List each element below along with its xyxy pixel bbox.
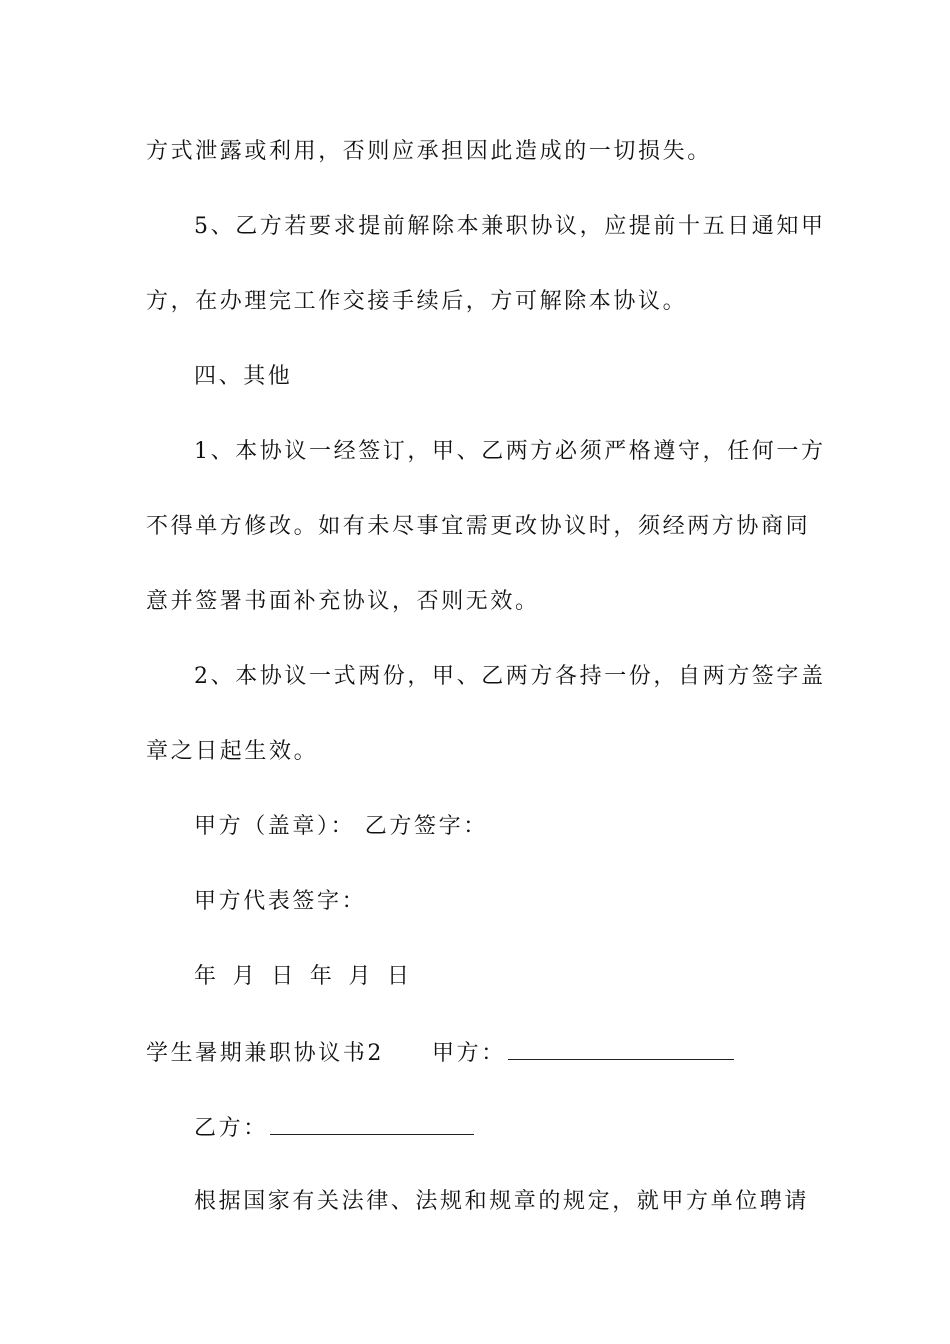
party-b-label: 乙方： bbox=[194, 1116, 268, 1141]
party-a-blank[interactable] bbox=[508, 1037, 734, 1060]
date-month-a: 月 bbox=[232, 964, 258, 989]
representative-signature-line: 甲方代表签字： bbox=[194, 889, 367, 914]
preamble-line: 根据国家有关法律、法规和规章的规定，就甲方单位聘请 bbox=[194, 1189, 810, 1214]
agreement-2-header bbox=[146, 1037, 806, 1069]
clause-2-line-1: 2、本协议一式两份，甲、乙两方各持一份，自两方签字盖 bbox=[194, 664, 826, 689]
clause-2-line-2: 章之日起生效。 bbox=[146, 739, 319, 764]
signature-line: 甲方（盖章）： 乙方签字： bbox=[194, 814, 488, 839]
paragraph-line: 方式泄露或利用，否则应承担因此造成的一切损失。 bbox=[146, 139, 712, 164]
section-heading: 四、其他 bbox=[194, 364, 293, 389]
date-year-b: 年 bbox=[309, 964, 335, 989]
party-b-line bbox=[194, 1112, 854, 1144]
date-day-b: 日 bbox=[387, 964, 412, 989]
clause-1-line-2: 不得单方修改。如有未尽事宜需更改协议时，须经两方协商同 bbox=[146, 514, 811, 539]
clause-1-line-1: 1、本协议一经签订，甲、乙两方必须严格遵守，任何一方 bbox=[194, 439, 826, 464]
date-day-a: 日 bbox=[271, 964, 296, 989]
party-b-blank[interactable] bbox=[270, 1112, 474, 1135]
clause-1-line-3: 意并签署书面补充协议，否则无效。 bbox=[146, 589, 540, 614]
clause-5-line-2: 方，在办理完工作交接手续后，方可解除本协议。 bbox=[146, 289, 688, 314]
date-year-a: 年 bbox=[194, 964, 219, 989]
agreement-2-title: 学生暑期兼职协议书2 bbox=[146, 1041, 384, 1066]
clause-5-line-1: 5、乙方若要求提前解除本兼职协议，应提前十五日通知甲 bbox=[194, 214, 826, 239]
date-month-b: 月 bbox=[348, 964, 374, 989]
party-a-label: 甲方： bbox=[432, 1041, 506, 1066]
date-line bbox=[194, 962, 854, 992]
